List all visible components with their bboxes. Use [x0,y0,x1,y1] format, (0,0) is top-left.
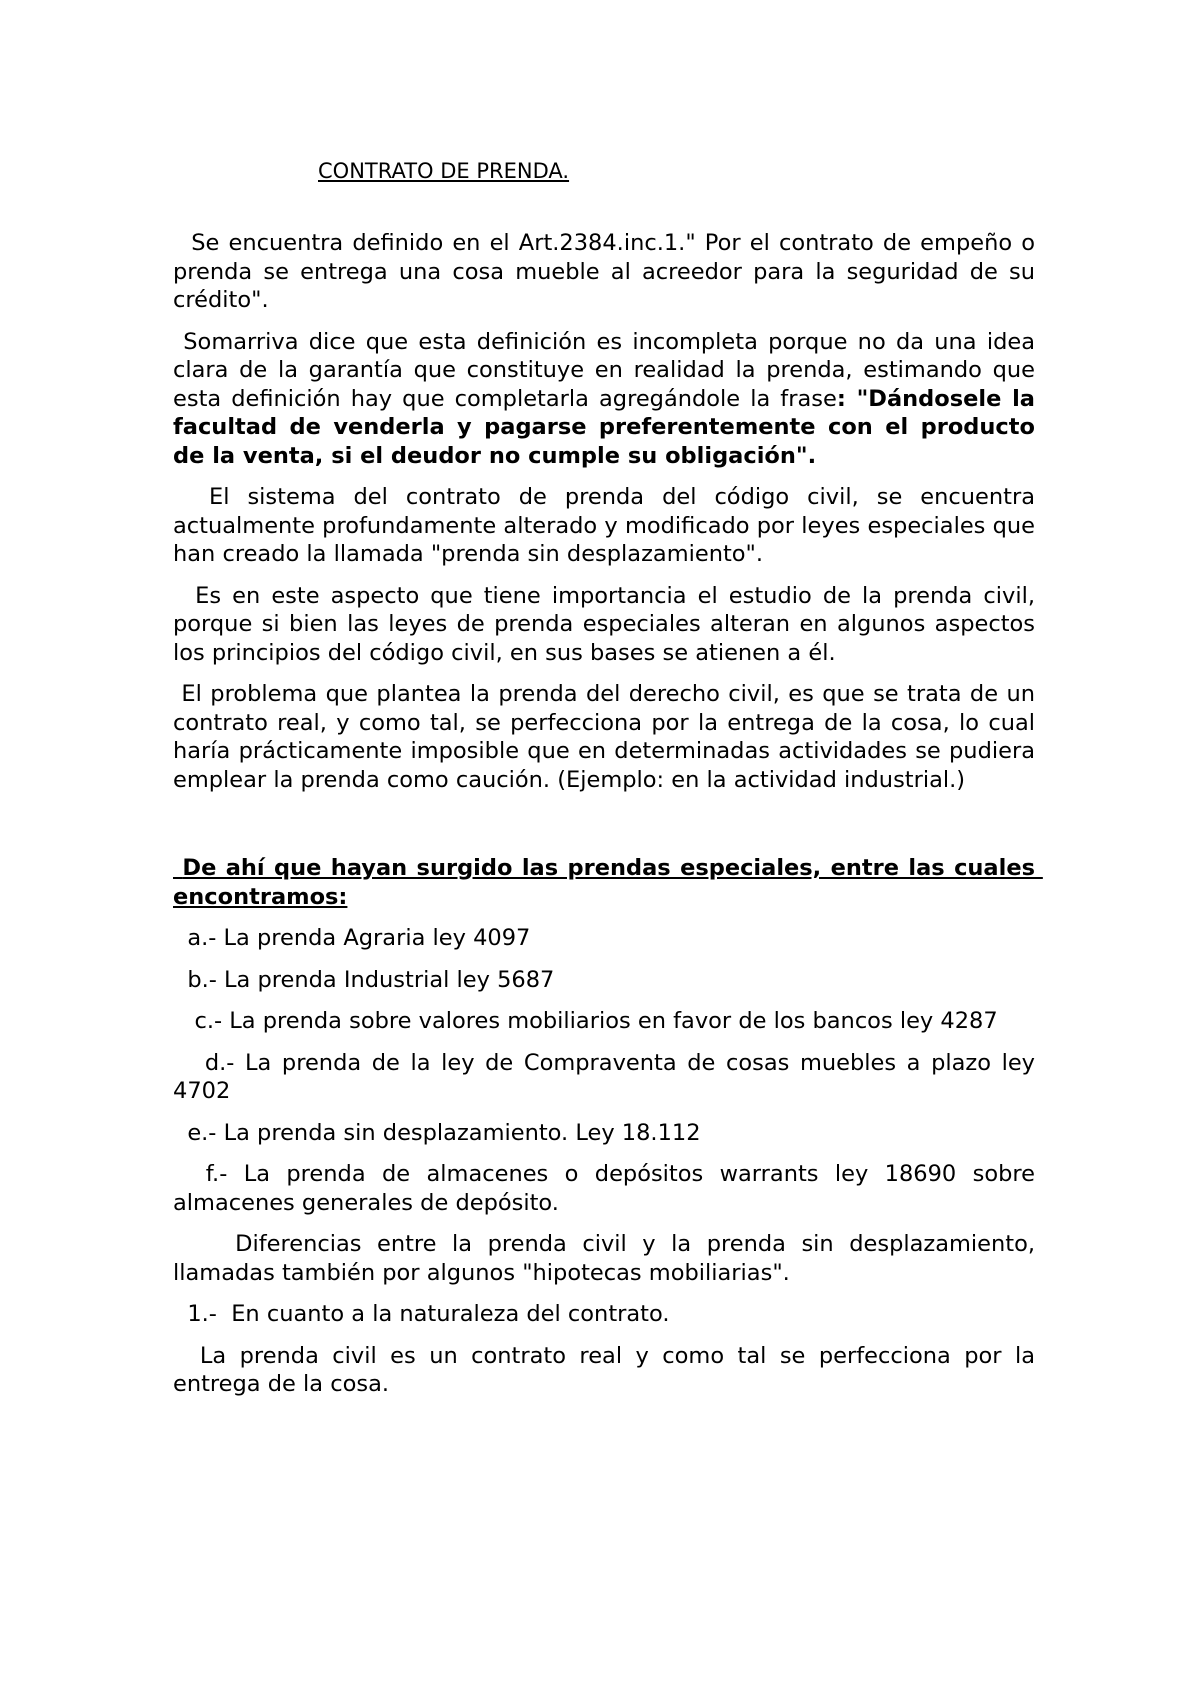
section-heading: De ahí que hayan surgido las prendas especiales, entre las cuales encontramos: [173,855,1043,910]
list-item: d.- La prenda de la ley de Compraventa de cosas muebles a plazo ley 4702 [173,1049,1043,1104]
document-page [173,150,1043,1399]
paragraph-somarriva-quote: : "Dándosele la facultad de venderla y pagarse preferentemente con el producto de la venta, si el deudor no cumple su obligación". [173,385,1043,469]
paragraph-definition: Se encuentra definido en el Art.2384.inc.1." Por el contrato de empeño o prenda se entrega una cosa mueble al acreedor para la seguridad de su crédito". [173,230,1043,313]
paragraph-diferencias: Diferencias entre la prenda civil y la prenda sin desplazamiento, llamadas también por algunos "hipotecas mobiliarias". [173,1231,1043,1286]
paragraph-aspecto: Es en este aspecto que tiene importancia el estudio de la prenda civil, porque si bien las leyes de prenda especiales alteran en algunos aspectos los principios del código civil, en sus bases se atienen a él. [173,582,1043,666]
paragraph-somarriva-text: Somarriva dice que esta definición es incompleta porque no da una idea clara de la garantía que constituye en realidad la prenda, estimando que esta definición hay que completarla agregándole la frase [173,328,1043,412]
paragraph-naturaleza: 1.- En cuanto a la naturaleza del contrato. [173,1301,670,1327]
list-item: c.- La prenda sobre valores mobiliarios en favor de los bancos ley 4287 [173,1008,998,1034]
list-item: b.- La prenda Industrial ley 5687 [173,966,555,993]
list-item: a.- La prenda Agraria ley 4097 [173,925,531,951]
list-item: f.- La prenda de almacenes o depósitos warrants ley 18690 sobre almacenes generales de depósito. [173,1161,1043,1216]
paragraph-problema: El problema que plantea la prenda del derecho civil, es que se trata de un contrato real, y como tal, se perfecciona por la entrega de la cosa, lo cual haría prácticamente imposible que en determinadas actividades se pudiera emplear la prenda como caución. (Ejemplo: en la actividad industrial.) [173,681,1043,793]
document-title: CONTRATO DE PRENDA. [318,159,570,183]
paragraph-prenda-civil: La prenda civil es un contrato real y como tal se perfecciona por la entrega de la cosa. [173,1342,1043,1397]
paragraph-somarriva [173,328,1043,471]
list-item: e.- La prenda sin desplazamiento. Ley 18.112 [173,1119,701,1146]
paragraph-sistema: El sistema del contrato de prenda del código civil, se encuentra actualmente profundamente alterado y modificado por leyes especiales que han creado la llamada "prenda sin desplazamiento". [173,484,1043,567]
